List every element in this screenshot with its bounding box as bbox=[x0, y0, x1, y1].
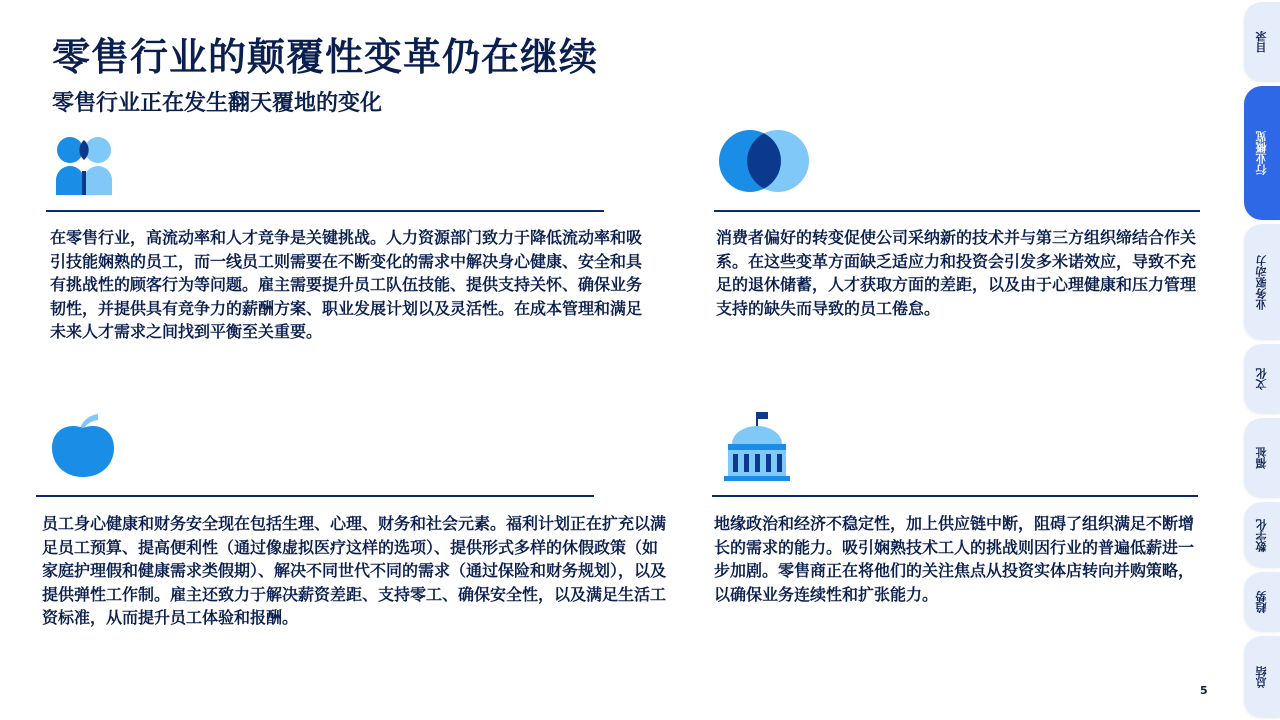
tab-label: 行业概览 bbox=[1255, 131, 1268, 175]
tab-trends[interactable] bbox=[1244, 572, 1280, 632]
section-tabs bbox=[1244, 0, 1280, 720]
text-block-wellbeing: 员工身心健康和财务安全现在包括生理、心理、财务和社会元素。福利计划正在扩充以满足员工预算、提高便利性（通过像虚拟医疗这样的选项）、提供形式多样的休假政策（如家庭护理假和健康需求类假期）、解决不同世代不同的需求（通过保险和财务规划），以及提供弹性工作制。雇主还致力于解决薪资差距、支持零工、确保安全性，以及满足生活工资标准，从而提升员工体验和报酬。 bbox=[42, 514, 667, 627]
overlapping-circles-icon bbox=[718, 128, 810, 194]
tab-label: 总结 bbox=[1255, 666, 1268, 688]
text-block-consumer: 消费者偏好的转变促使公司采纳新的技术并与第三方组织缔结合作关系。在这些变革方面缺乏适应力和投资会引发多米诺效应，导致不充足的退休储蓄，人才获取方面的差距，以及由于心理健康和压力管理支持的缺失而导致的员工倦怠。 bbox=[716, 228, 1197, 318]
page-title: 零售行业的颠覆性变革仍在继续 bbox=[52, 35, 599, 79]
tab-industry-overview[interactable] bbox=[1244, 86, 1280, 220]
tab-label: 数字化 bbox=[1255, 518, 1268, 552]
divider bbox=[712, 495, 1198, 497]
divider bbox=[46, 210, 604, 212]
tab-label: 文化 bbox=[1255, 368, 1268, 390]
tab-culture[interactable] bbox=[1244, 344, 1280, 414]
government-building-icon bbox=[722, 410, 792, 482]
people-icon bbox=[54, 135, 114, 195]
tab-label: 趋势 bbox=[1255, 591, 1268, 613]
tab-label: 目录 bbox=[1255, 31, 1268, 53]
page-subtitle: 零售行业正在发生翻天覆地的变化 bbox=[52, 91, 383, 116]
tab-summary[interactable] bbox=[1244, 636, 1280, 718]
tab-label: 业务驱动力 bbox=[1255, 254, 1268, 310]
page-number: 5 bbox=[1200, 684, 1208, 697]
tab-contents[interactable] bbox=[1244, 2, 1280, 82]
divider bbox=[714, 210, 1200, 212]
apple-icon bbox=[50, 412, 116, 478]
tab-business-drivers[interactable] bbox=[1244, 224, 1280, 340]
text-block-talent: 在零售行业，高流动率和人才竞争是关键挑战。人力资源部门致力于降低流动率和吸引技能娴熟的员工，而一线员工则需要在不断变化的需求中解决身心健康、安全和具有挑战性的顾客行为等问题。雇主需要提升员工队伍技能、提供支持关怀、确保业务韧性，并提供具有竞争力的薪酬方案、职业发展计划以及灵活性。在成本管理和满足未来人才需求之间找到平衡至关重要。 bbox=[50, 228, 643, 341]
text-block-geopolitics: 地缘政治和经济不稳定性，加上供应链中断，阻碍了组织满足不断增长的需求的能力。吸引娴熟技术工人的挑战则因行业的普遍低薪进一步加剧。零售商正在将他们的关注焦点从投资实体店转向并购策略，以确保业务连续性和扩张能力。 bbox=[714, 514, 1195, 604]
tab-digitalization[interactable] bbox=[1244, 502, 1280, 568]
divider bbox=[36, 495, 594, 497]
tab-label: 福祉 bbox=[1255, 447, 1268, 469]
tab-wellbeing[interactable] bbox=[1244, 418, 1280, 498]
